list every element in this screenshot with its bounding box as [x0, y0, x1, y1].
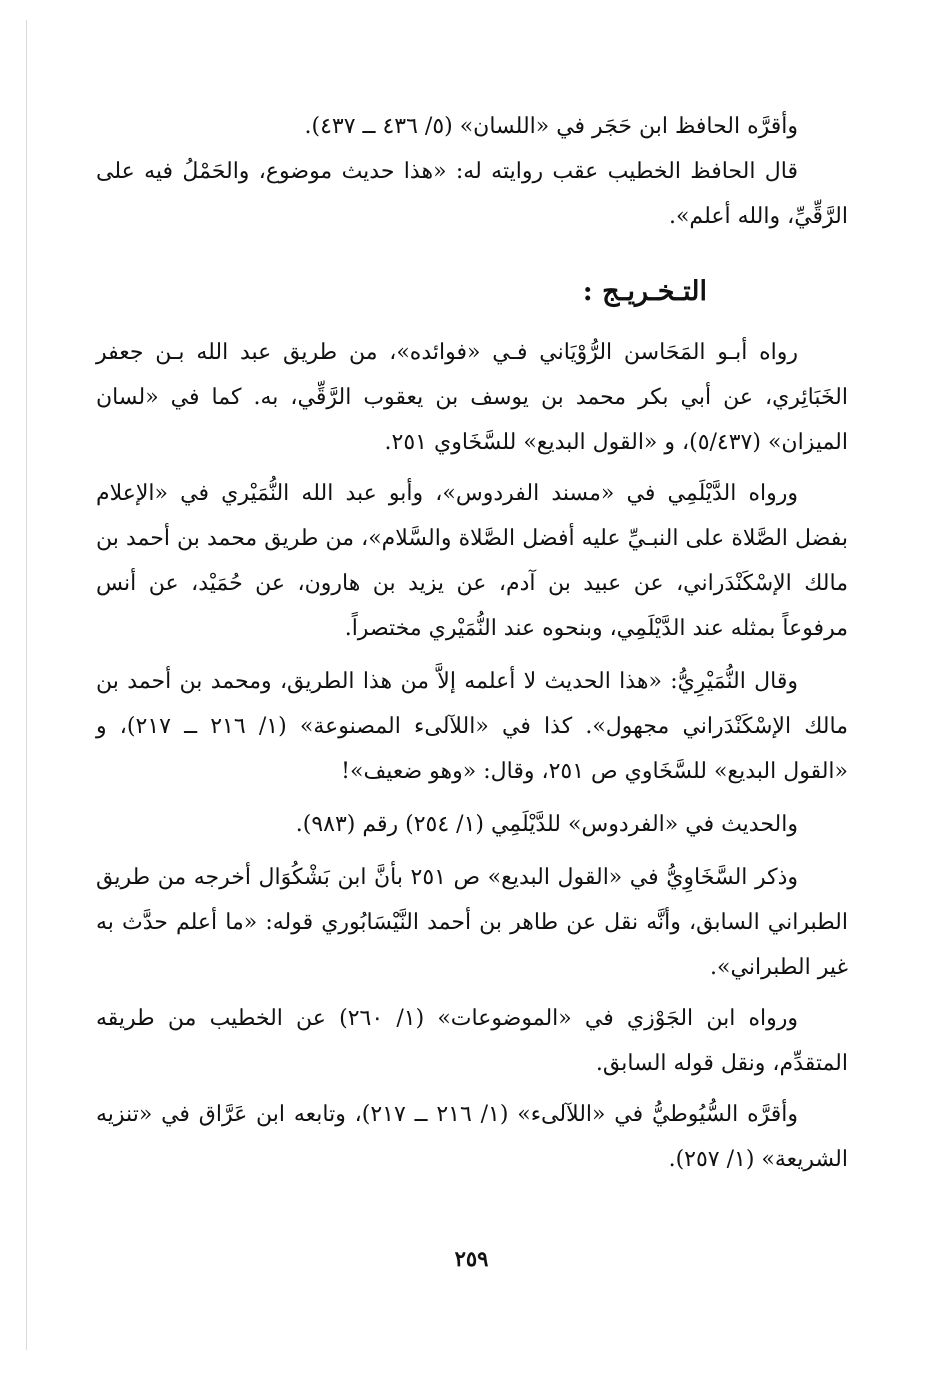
- paragraph-sakhawi: وذكر السَّخَاوِيُّ في «القول البديع» ص ٢٥١ بأنَّ ابن بَشْكُوَال أخرجه من طريق الطبراني السابق، وأنَّه نقل عن طاهر بن أحمد النَّيْسَابُوري قوله: «ما أعلم حدَّث به غير الطبراني».: [96, 865, 849, 980]
- intro-text-block: [96, 104, 848, 239]
- paragraph-ibn-hajar: وأقرَّه الحافظ ابن حَجَر في «اللسان» (٥/ ٤٣٦ ــ ٤٣٧).: [304, 114, 798, 139]
- paragraph-firdaws: والحديث في «الفردوس» للدَّيْلَمِي (١/ ٢٥٤) رقم (٩٨٣).: [295, 812, 798, 837]
- page-number: ٢٥٩: [454, 1246, 489, 1271]
- paragraph-numayri-quote: وقال النُّمَيْرِيُّ: «هذا الحديث لا أعلمه إلاَّ من هذا الطريق، ومحمد بن أحمد بن مالك الإسْكَنْدَراني مجهول». كذا في «اللآلىء المصنوعة» (١/ ٢١٦ ــ ٢١٧)، و «القول البديع» للسَّخَاوي ص ٢٥١، وقال: «وهو ضعيف»!: [96, 669, 848, 784]
- takhrij-text-block: [96, 330, 848, 1182]
- paragraph-ruyani: رواه أبـو المَحَاسن الرُّوْيَاني فـي «فوائده»، من طريق عبد الله بـن جعفر الخَبَائِري، عن أبي بكر محمد بن يوسف بن يعقوب الرَّقِّي، به. كما في «لسان الميزان» (٥/٤٣٧)، و «القول البديع» للسَّخَاوي ٢٥١.: [96, 340, 848, 455]
- paragraph-khatib-statement: قال الحافظ الخطيب عقب روايته له: «هذا حديث موضوع، والحَمْلُ فيه على الرَّقِّيِّ، والله أعلم».: [96, 159, 848, 229]
- paragraph-ibn-jawzi: ورواه ابن الجَوْزي في «الموضوعات» (١/ ٢٦٠) عن الخطيب من طريقه المتقدِّم، ونقل قوله السابق.: [96, 1006, 848, 1076]
- paragraph-daylami-numayri: ورواه الدَّيْلَمِي في «مسند الفردوس»، وأبو عبد الله النُّمَيْري في «الإعلام بفضل الصَّلاة على النبـيِّ عليه أفضل الصَّلاة والسَّلام»، من طريق محمد بن أحمد بن مالك الإسْكَنْدَراني، عن عبيد بن آدم، عن يزيد بن هارون، عن حُمَيْد، عن أنس مرفوعاً بمثله عند الدَّيْلَمِي، وبنحوه عند النُّمَيْري مختصراً.: [96, 481, 848, 641]
- paragraph-suyuti: وأقرَّه السُّيُوطيُّ في «اللآلىء» (١/ ٢١٦ ــ ٢١٧)، وتابعه ابن عَرَّاق في «تنزيه الشريعة» (١/ ٢٥٧).: [96, 1102, 848, 1172]
- page-gutter-line: [26, 20, 27, 1350]
- section-heading-takhrij: التـخـريـج :: [582, 276, 707, 307]
